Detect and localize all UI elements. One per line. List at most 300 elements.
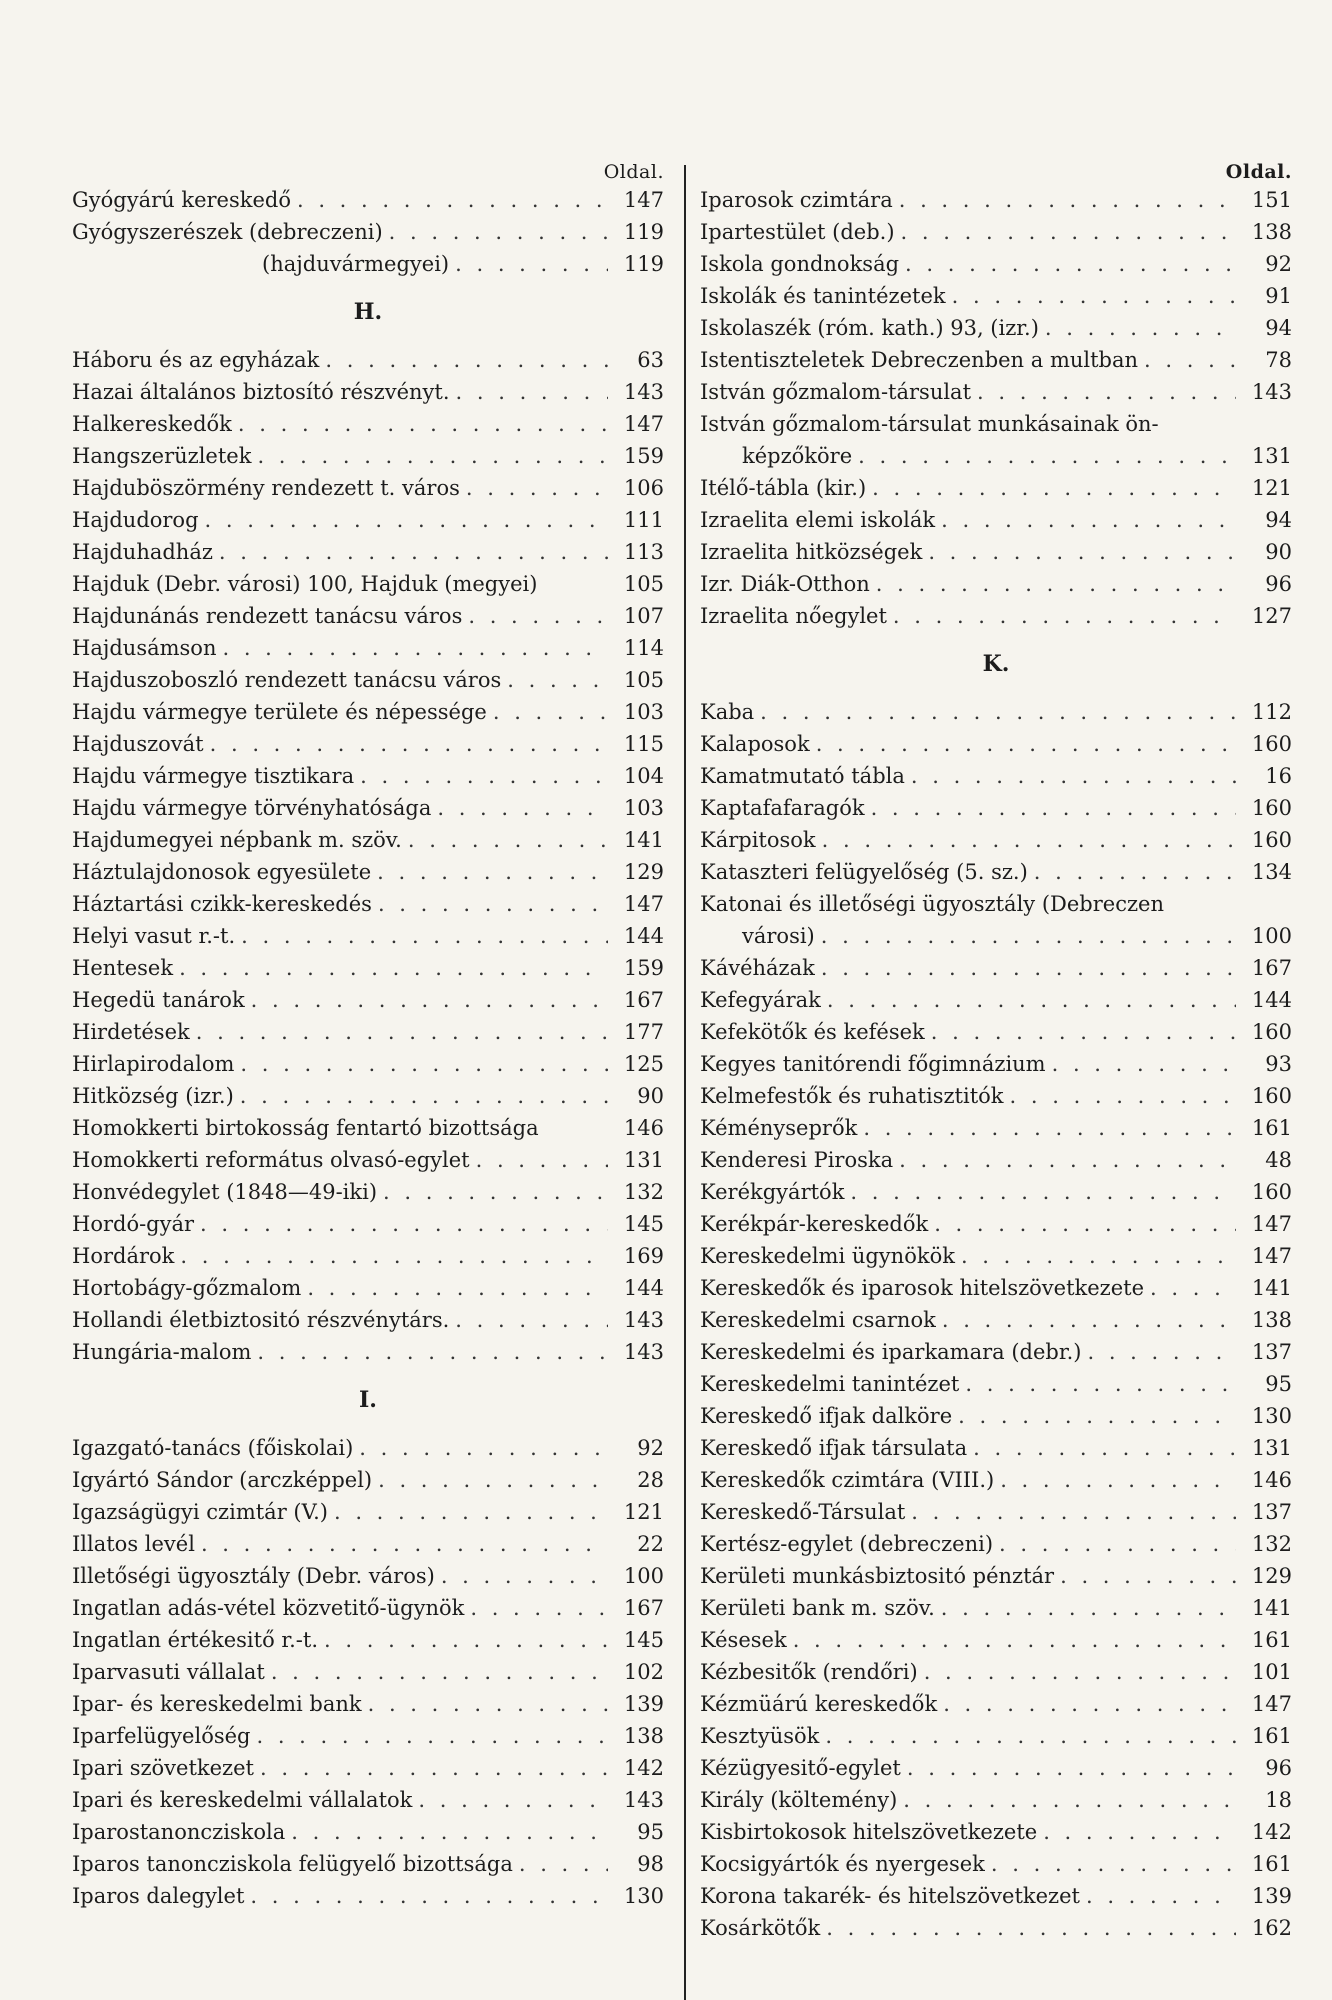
index-entry bbox=[700, 1880, 1292, 1912]
dot-leader bbox=[907, 1752, 1236, 1784]
index-entry-text: Kereskedő ifjak társulata bbox=[700, 1436, 968, 1460]
index-entry-page: 147 bbox=[1251, 1212, 1292, 1236]
index-entry bbox=[700, 312, 1292, 344]
index-entry-page: 63 bbox=[637, 348, 664, 372]
index-entry-text: Kereskedelmi tanintézet bbox=[700, 1372, 960, 1396]
index-entry bbox=[72, 1656, 664, 1688]
index-entry-page: 132 bbox=[1251, 1532, 1292, 1556]
index-entry bbox=[700, 1208, 1292, 1240]
index-entry-text: Kerékpár-kereskedők bbox=[700, 1212, 929, 1236]
index-entry-page: 147 bbox=[1251, 1692, 1292, 1716]
index-entry-text: Homokkerti református olvasó-egylet bbox=[72, 1148, 470, 1172]
dot-leader bbox=[901, 216, 1236, 248]
index-entry-page: 141 bbox=[1251, 1596, 1292, 1620]
index-entry-page: 147 bbox=[623, 188, 664, 212]
index-entry-text: Hajdudorog bbox=[72, 508, 199, 532]
index-entry-page: 48 bbox=[1265, 1148, 1292, 1172]
index-entry-page: 141 bbox=[623, 828, 664, 852]
dot-leader bbox=[821, 952, 1236, 984]
index-entry bbox=[72, 984, 664, 1016]
dot-leader bbox=[455, 248, 608, 280]
dot-leader bbox=[201, 1528, 608, 1560]
index-entry-page: 119 bbox=[623, 220, 664, 244]
index-entry-page: 143 bbox=[623, 1308, 664, 1332]
index-entry-page: 138 bbox=[623, 1724, 664, 1748]
dot-leader bbox=[250, 1880, 608, 1912]
index-entry-text: Késesek bbox=[700, 1628, 787, 1652]
index-entry bbox=[700, 760, 1292, 792]
index-entry-text: Hajduszovát bbox=[72, 732, 204, 756]
dot-leader bbox=[1060, 1560, 1236, 1592]
index-entry-text: Ipar- és kereskedelmi bank bbox=[72, 1692, 362, 1716]
index-entry-text: Izraelita elemi iskolák bbox=[700, 508, 936, 532]
index-entry-text: Kereskedelmi ügynökök bbox=[700, 1244, 955, 1268]
index-entry-page: 18 bbox=[1265, 1788, 1292, 1812]
index-entry-page: 93 bbox=[1265, 1052, 1292, 1076]
index-entry bbox=[700, 504, 1292, 536]
index-entry bbox=[700, 1112, 1292, 1144]
index-entry-page: 160 bbox=[1251, 1084, 1292, 1108]
index-entry-text: Hortobágy-gőzmalom bbox=[72, 1276, 302, 1300]
index-entry-text: Ipari szövetkezet bbox=[72, 1756, 254, 1780]
index-entry bbox=[700, 440, 1292, 472]
dot-leader bbox=[256, 1720, 608, 1752]
index-entry-text: Kéményseprők bbox=[700, 1116, 858, 1140]
index-entry-page: 141 bbox=[1251, 1276, 1292, 1300]
index-entry bbox=[700, 1432, 1292, 1464]
index-entry-text: Kamatmutató tábla bbox=[700, 764, 905, 788]
index-entry-page: 16 bbox=[1265, 764, 1292, 788]
index-entry-text: Hajdusámson bbox=[72, 636, 217, 660]
index-entry-text: Kocsigyártók és nyergesek bbox=[700, 1852, 985, 1876]
index-entry-text: Illatos levél bbox=[72, 1532, 195, 1556]
index-entry-page: 121 bbox=[1251, 476, 1292, 500]
index-entry-text: Hajdunánás rendezett tanácsu város bbox=[72, 604, 463, 628]
index-entry-text: Ingatlan adás-vétel közvetitő-ügynök bbox=[72, 1596, 465, 1620]
index-entry-text: Igazságügyi czimtár (V.) bbox=[72, 1500, 328, 1524]
index-entry-text: Illetőségi ügyosztály (Debr. város) bbox=[72, 1564, 435, 1588]
dot-leader bbox=[240, 1048, 608, 1080]
index-entry bbox=[700, 248, 1292, 280]
dot-leader bbox=[251, 984, 608, 1016]
index-entry bbox=[700, 1688, 1292, 1720]
dot-leader bbox=[456, 376, 608, 408]
index-entry bbox=[72, 1176, 664, 1208]
index-entry-page: 134 bbox=[1251, 860, 1292, 884]
index-entry-page: 142 bbox=[1251, 1820, 1292, 1844]
index-entry-page: 167 bbox=[623, 988, 664, 1012]
index-entry-page: 160 bbox=[1251, 828, 1292, 852]
index-entry bbox=[700, 568, 1292, 600]
dot-leader bbox=[876, 568, 1236, 600]
index-entry bbox=[700, 536, 1292, 568]
index-entry bbox=[72, 760, 664, 792]
index-entry bbox=[72, 472, 664, 504]
right-column bbox=[700, 162, 1292, 1944]
index-entry-text: Hajduböszörmény rendezett t. város bbox=[72, 476, 460, 500]
index-entry-text: Kesztyüsök bbox=[700, 1724, 820, 1748]
dot-leader bbox=[325, 344, 608, 376]
index-entry bbox=[700, 1368, 1292, 1400]
index-entry-page: 160 bbox=[1251, 796, 1292, 820]
dot-leader bbox=[871, 792, 1236, 824]
index-entry-text: Kerületi munkásbiztositó pénztár bbox=[700, 1564, 1055, 1588]
index-entry-text: Hazai általános biztosító részvényt. bbox=[72, 380, 450, 404]
index-entry-text: Iparos dalegylet bbox=[72, 1884, 245, 1908]
index-entry-page: 105 bbox=[623, 572, 664, 596]
index-entry-text: Kisbirtokosok hitelszövetkezete bbox=[700, 1820, 1038, 1844]
index-entry bbox=[72, 1432, 664, 1464]
index-entry bbox=[72, 1272, 664, 1304]
index-entry bbox=[700, 1848, 1292, 1880]
index-entry-page: 146 bbox=[1251, 1468, 1292, 1492]
dot-leader bbox=[816, 728, 1236, 760]
dot-leader bbox=[1150, 1272, 1236, 1304]
index-entry-page: 159 bbox=[623, 444, 664, 468]
index-entry-page: 143 bbox=[623, 1788, 664, 1812]
index-entry bbox=[72, 1496, 664, 1528]
index-entry-text: Hajduszoboszló rendezett tanácsu város bbox=[72, 668, 502, 692]
index-entry-text: Kézügyesitő-egylet bbox=[700, 1756, 901, 1780]
index-entry-page: 144 bbox=[1251, 988, 1292, 1012]
index-entry bbox=[700, 1272, 1292, 1304]
index-entry-page: 92 bbox=[637, 1436, 664, 1460]
dot-leader bbox=[222, 632, 608, 664]
index-entry bbox=[72, 440, 664, 472]
index-entry bbox=[72, 600, 664, 632]
dot-leader bbox=[378, 888, 608, 920]
index-entry-page: 94 bbox=[1265, 316, 1292, 340]
index-entry-page: 130 bbox=[623, 1884, 664, 1908]
index-entry bbox=[700, 216, 1292, 248]
index-entry-text: Hentesek bbox=[72, 956, 174, 980]
index-entry-page: 111 bbox=[623, 508, 664, 532]
dot-leader bbox=[210, 728, 608, 760]
index-entry bbox=[72, 1144, 664, 1176]
index-entry bbox=[72, 1592, 664, 1624]
dot-leader bbox=[466, 472, 608, 504]
index-entry bbox=[72, 1752, 664, 1784]
index-entry bbox=[72, 184, 664, 216]
index-entry-page: 131 bbox=[1251, 1436, 1292, 1460]
index-entry-text: Háztartási czikk-kereskedés bbox=[72, 892, 372, 916]
dot-leader bbox=[858, 440, 1236, 472]
dot-leader bbox=[324, 1624, 608, 1656]
dot-leader bbox=[205, 504, 608, 536]
dot-leader bbox=[1034, 856, 1236, 888]
index-entry-text: Iparvasuti vállalat bbox=[72, 1660, 265, 1684]
dot-leader bbox=[991, 1848, 1236, 1880]
index-entry-page: 131 bbox=[623, 1148, 664, 1172]
index-entry-text: Kereskedelmi és iparkamara (debr.) bbox=[700, 1340, 1082, 1364]
index-entry bbox=[700, 280, 1292, 312]
dot-leader bbox=[257, 1336, 608, 1368]
dot-leader bbox=[911, 760, 1236, 792]
index-entry-text: Homokkerti birtokosság fentartó bizottsága bbox=[72, 1116, 539, 1140]
index-entry-text: Hegedü tanárok bbox=[72, 988, 245, 1012]
index-entry-text: Iparostanoncziskola bbox=[72, 1820, 286, 1844]
index-entry-text: képzőköre bbox=[742, 444, 853, 468]
dot-leader bbox=[238, 408, 608, 440]
index-entry bbox=[72, 632, 664, 664]
dot-leader bbox=[1043, 1816, 1236, 1848]
section-letter: I. bbox=[359, 1387, 377, 1413]
index-entry-text: Kegyes tanitórendi főgimnázium bbox=[700, 1052, 1046, 1076]
index-entry-text: Kerékgyártók bbox=[700, 1180, 845, 1204]
index-entry-page: 143 bbox=[623, 1340, 664, 1364]
index-entry-text: Ingatlan értékesitő r.-t. bbox=[72, 1628, 319, 1652]
index-entry-page: 113 bbox=[623, 540, 664, 564]
index-entry bbox=[72, 664, 664, 696]
index-entry-text: Hungária-malom bbox=[72, 1340, 252, 1364]
dot-leader bbox=[905, 248, 1236, 280]
index-entry-text: Halkereskedők bbox=[72, 412, 232, 436]
index-entry bbox=[700, 1496, 1292, 1528]
index-entry bbox=[700, 920, 1292, 952]
index-entry-text: Igyártó Sándor (arczképpel) bbox=[72, 1468, 373, 1492]
column-divider bbox=[684, 165, 686, 2000]
index-entry-page: 100 bbox=[1251, 924, 1292, 948]
index-entry-page: 147 bbox=[623, 892, 664, 916]
dot-leader bbox=[1000, 1464, 1236, 1496]
index-entry-page: 105 bbox=[623, 668, 664, 692]
index-entry-page: 114 bbox=[623, 636, 664, 660]
dot-leader bbox=[437, 792, 608, 824]
index-entry bbox=[700, 1560, 1292, 1592]
index-entry-page: 162 bbox=[1251, 1916, 1292, 1940]
page-column-label: Oldal. bbox=[603, 161, 664, 183]
index-entry bbox=[72, 536, 664, 568]
index-entry bbox=[700, 1624, 1292, 1656]
index-entry bbox=[700, 728, 1292, 760]
index-entry bbox=[72, 1464, 664, 1496]
index-entry-page: 96 bbox=[1265, 1756, 1292, 1780]
index-entry-text: Kereskedők czimtára (VIII.) bbox=[700, 1468, 995, 1492]
dot-leader bbox=[1086, 1880, 1236, 1912]
index-entry-page: 101 bbox=[1251, 1660, 1292, 1684]
index-entry-page: 147 bbox=[623, 412, 664, 436]
section-letter: K. bbox=[982, 651, 1010, 677]
dot-leader bbox=[850, 1176, 1236, 1208]
index-entry bbox=[72, 1784, 664, 1816]
dot-leader bbox=[389, 216, 608, 248]
index-entry-page: 137 bbox=[1251, 1500, 1292, 1524]
index-entry-page: 177 bbox=[623, 1020, 664, 1044]
index-entry-page: 160 bbox=[1251, 1180, 1292, 1204]
index-entry-page: 143 bbox=[623, 380, 664, 404]
left-column bbox=[72, 162, 664, 1912]
index-entry bbox=[700, 376, 1292, 408]
index-entry bbox=[72, 1080, 664, 1112]
index-entry bbox=[700, 600, 1292, 632]
dot-leader bbox=[999, 1528, 1236, 1560]
index-entry-text: Kelmefestők és ruhatisztitók bbox=[700, 1084, 1004, 1108]
index-entry-text: Korona takarék- és hitelszövetkezet bbox=[700, 1884, 1080, 1908]
index-entry bbox=[72, 920, 664, 952]
dot-leader bbox=[924, 1656, 1236, 1688]
index-entry-text: Hordó-gyár bbox=[72, 1212, 195, 1236]
dot-leader bbox=[903, 1784, 1236, 1816]
index-entry-page: 130 bbox=[1251, 1404, 1292, 1428]
index-entry bbox=[700, 1720, 1292, 1752]
index-entry-page: 143 bbox=[1251, 380, 1292, 404]
index-entry-text: Izraelita hitközségek bbox=[700, 540, 923, 564]
dot-leader bbox=[359, 1432, 608, 1464]
index-entry-text: Kerületi bank m. szöv. bbox=[700, 1596, 935, 1620]
dot-leader bbox=[793, 1624, 1236, 1656]
index-entry bbox=[72, 1048, 664, 1080]
index-entry bbox=[72, 856, 664, 888]
index-entry-page: 167 bbox=[1251, 956, 1292, 980]
dot-leader bbox=[928, 536, 1236, 568]
index-entry-text: Kézmüárú kereskedők bbox=[700, 1692, 938, 1716]
index-entry-text: Hirdetések bbox=[72, 1020, 190, 1044]
index-entry bbox=[700, 1912, 1292, 1944]
index-entry-text: Kárpitosok bbox=[700, 828, 816, 852]
index-entry bbox=[700, 824, 1292, 856]
index-entry bbox=[72, 568, 664, 600]
index-entry-text: Iparfelügyelőség bbox=[72, 1724, 251, 1748]
index-entry-page: 119 bbox=[623, 252, 664, 276]
index-entry-text: Iskola gondnokság bbox=[700, 252, 900, 276]
index-entry-text: Izr. Diák-Otthon bbox=[700, 572, 870, 596]
dot-leader bbox=[241, 920, 608, 952]
index-entry-text: Kefekötők és kefések bbox=[700, 1020, 925, 1044]
index-entry-text: Hajdumegyei népbank m. szöv. bbox=[72, 828, 402, 852]
index-entry-text: Kertész-egylet (debreczeni) bbox=[700, 1532, 994, 1556]
dot-leader bbox=[179, 952, 608, 984]
dot-leader bbox=[180, 1240, 608, 1272]
index-entry-page: 121 bbox=[623, 1500, 664, 1524]
dot-leader bbox=[899, 1144, 1236, 1176]
index-entry-text: Iskolák és tanintézetek bbox=[700, 284, 946, 308]
index-entry bbox=[72, 1560, 664, 1592]
index-entry bbox=[72, 376, 664, 408]
dot-leader bbox=[821, 920, 1236, 952]
index-entry bbox=[72, 408, 664, 440]
index-entry-page: 145 bbox=[623, 1212, 664, 1236]
dot-leader bbox=[493, 696, 608, 728]
index-entry-text: Ipartestület (deb.) bbox=[700, 220, 895, 244]
index-entry bbox=[72, 504, 664, 536]
index-entry-page: 161 bbox=[1251, 1116, 1292, 1140]
index-entry-text: Hordárok bbox=[72, 1244, 175, 1268]
index-entry-page: 22 bbox=[637, 1532, 664, 1556]
dot-leader bbox=[931, 1016, 1236, 1048]
index-entry-text: Háboru és az egyházak bbox=[72, 348, 320, 372]
dot-leader bbox=[383, 1176, 608, 1208]
dot-leader bbox=[219, 536, 608, 568]
index-entry-text: Iparos tanoncziskola felügyelő bizottsága bbox=[72, 1852, 513, 1876]
dot-leader bbox=[196, 1016, 608, 1048]
dot-leader bbox=[271, 1656, 608, 1688]
index-entry bbox=[700, 1176, 1292, 1208]
index-entry-text: Kereskedő-Társulat bbox=[700, 1500, 906, 1524]
index-entry-page: 160 bbox=[1251, 1020, 1292, 1044]
index-entry-page: 146 bbox=[623, 1116, 664, 1140]
index-entry bbox=[700, 184, 1292, 216]
index-entry bbox=[700, 1752, 1292, 1784]
dot-leader bbox=[1144, 344, 1236, 376]
index-entry bbox=[72, 1304, 664, 1336]
index-entry-text: Hirlapirodalom bbox=[72, 1052, 235, 1076]
dot-leader bbox=[863, 1112, 1236, 1144]
index-entry-text: Kefegyárak bbox=[700, 988, 821, 1012]
index-entry-page: 127 bbox=[1251, 604, 1292, 628]
index-entry-page: 103 bbox=[623, 796, 664, 820]
dot-leader bbox=[958, 1400, 1236, 1432]
dot-leader bbox=[943, 1688, 1236, 1720]
index-entry bbox=[72, 344, 664, 376]
dot-leader bbox=[1087, 1336, 1236, 1368]
index-entry-page: 129 bbox=[1251, 1564, 1292, 1588]
dot-leader bbox=[257, 440, 608, 472]
index-entry-page: 160 bbox=[1251, 732, 1292, 756]
dot-leader bbox=[368, 1688, 608, 1720]
index-entry bbox=[72, 1848, 664, 1880]
index-entry-text: István gőzmalom-társulat bbox=[700, 380, 972, 404]
dot-leader bbox=[826, 1912, 1236, 1944]
index-entry-page: 90 bbox=[1265, 540, 1292, 564]
index-entry-text: Kataszteri felügyelőség (5. sz.) bbox=[700, 860, 1028, 884]
index-entry-text: városi) bbox=[742, 924, 815, 948]
dot-leader bbox=[507, 664, 608, 696]
index-entry-text: Háztulajdonosok egyesülete bbox=[72, 860, 372, 884]
dot-leader bbox=[240, 1080, 608, 1112]
index-entry-page: 95 bbox=[1265, 1372, 1292, 1396]
index-entry bbox=[700, 1048, 1292, 1080]
index-entry bbox=[700, 1464, 1292, 1496]
dot-leader bbox=[260, 1752, 608, 1784]
index-entry bbox=[700, 952, 1292, 984]
dot-leader bbox=[952, 280, 1236, 312]
index-entry-page: 144 bbox=[623, 924, 664, 948]
dot-leader bbox=[1010, 1080, 1236, 1112]
dot-leader bbox=[941, 504, 1236, 536]
index-entry-text: Kereskedő ifjak dalköre bbox=[700, 1404, 953, 1428]
index-entry-text: Hajdu vármegye törvényhatósága bbox=[72, 796, 432, 820]
index-entry-page: 139 bbox=[1251, 1884, 1292, 1908]
index-entry-page: 142 bbox=[623, 1756, 664, 1780]
dot-leader bbox=[408, 824, 608, 856]
index-entry bbox=[700, 984, 1292, 1016]
index-entry bbox=[700, 1144, 1292, 1176]
dot-leader bbox=[825, 1720, 1236, 1752]
index-entry-text: Hajdu vármegye területe és népessége bbox=[72, 700, 487, 724]
index-entry bbox=[72, 1112, 664, 1144]
index-entry-page: 139 bbox=[623, 1692, 664, 1716]
index-entry-page: 90 bbox=[637, 1084, 664, 1108]
index-entry bbox=[700, 1080, 1292, 1112]
index-entry-text: Kávéházak bbox=[700, 956, 815, 980]
index-entry bbox=[700, 1400, 1292, 1432]
index-entry bbox=[72, 1208, 664, 1240]
index-entry-page: 151 bbox=[1251, 188, 1292, 212]
index-entry bbox=[700, 792, 1292, 824]
index-entry-page: 131 bbox=[1251, 444, 1292, 468]
dot-leader bbox=[307, 1272, 608, 1304]
dot-leader bbox=[418, 1784, 608, 1816]
index-entry-text: Gyógyszerészek (debreczeni) bbox=[72, 220, 383, 244]
index-entry-text: Hitközség (izr.) bbox=[72, 1084, 234, 1108]
index-entry bbox=[72, 792, 664, 824]
index-entry bbox=[72, 1816, 664, 1848]
index-entry-page: 100 bbox=[623, 1564, 664, 1588]
dot-leader bbox=[378, 1464, 608, 1496]
dot-leader bbox=[977, 376, 1236, 408]
dot-leader bbox=[441, 1560, 608, 1592]
index-entry bbox=[700, 1336, 1292, 1368]
